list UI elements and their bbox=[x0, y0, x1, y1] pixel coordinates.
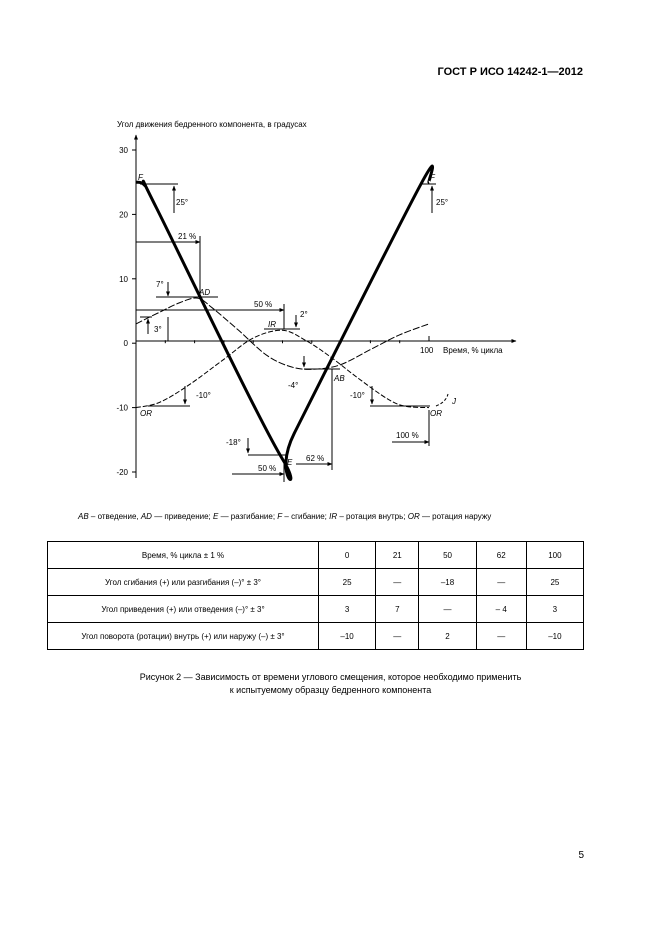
table-cell: –10 bbox=[526, 623, 583, 650]
label-or-end: OR bbox=[430, 409, 442, 418]
legend-ab-text: – отведение, bbox=[88, 512, 141, 521]
figure-caption bbox=[0, 671, 661, 697]
dim-3-deg: 3° bbox=[154, 325, 162, 334]
y-tick-label: -10 bbox=[116, 403, 128, 413]
caption-line-2: к испытуемому образцу бедренного компонента bbox=[229, 685, 432, 695]
y-tick-label: 20 bbox=[119, 210, 128, 220]
table-cell: — bbox=[476, 623, 526, 650]
y-axis-label: Угол движения бедренного компонента, в градусах bbox=[117, 120, 307, 129]
table-row bbox=[48, 542, 584, 569]
label-ad: AD bbox=[199, 288, 211, 297]
table-cell: 0 bbox=[319, 542, 376, 569]
dim-neg18-deg: -18° bbox=[226, 438, 241, 447]
table-row bbox=[48, 623, 584, 650]
table-cell: — bbox=[376, 569, 419, 596]
table-cell: — bbox=[376, 623, 419, 650]
legend-f-text: – сгибание; bbox=[282, 512, 330, 521]
label-ir: IR bbox=[268, 320, 276, 329]
legend-ab: AB bbox=[78, 512, 89, 521]
dim-21-pct: 21 % bbox=[178, 232, 197, 241]
dim-7-deg: 7° bbox=[156, 280, 164, 289]
row-label: Угол сгибания (+) или разгибания (–)° ± 3° bbox=[48, 569, 319, 596]
label-f-end: F bbox=[430, 173, 435, 182]
dim-neg4-deg: -4° bbox=[288, 381, 299, 390]
x-tick-label-100: 100 bbox=[420, 346, 434, 355]
table-cell: 7 bbox=[376, 596, 419, 623]
table-cell: 25 bbox=[526, 569, 583, 596]
table-cell: 100 bbox=[526, 542, 583, 569]
legend-e: E bbox=[213, 512, 219, 521]
chart-legend bbox=[78, 512, 491, 521]
y-tick-label: 10 bbox=[119, 274, 128, 284]
legend-ad: AD bbox=[140, 512, 152, 521]
table-cell: — bbox=[419, 596, 476, 623]
table-row bbox=[48, 596, 584, 623]
legend-or: OR bbox=[407, 512, 420, 521]
dimension-lines bbox=[136, 184, 436, 482]
curve-tail-j bbox=[436, 394, 448, 406]
legend-or-text: — ротация наружу bbox=[419, 512, 492, 521]
table-cell: 21 bbox=[376, 542, 419, 569]
y-tick-label: 30 bbox=[119, 146, 128, 155]
label-f-start: F bbox=[138, 173, 143, 182]
page-number: 5 bbox=[578, 850, 584, 861]
dim-2-deg: 2° bbox=[300, 310, 308, 319]
label-ab: AB bbox=[334, 374, 345, 383]
label-or-start: OR bbox=[140, 409, 152, 418]
standard-header: ГОСТ Р ИСО 14242-1—2012 bbox=[437, 66, 583, 78]
row-label: Угол приведения (+) или отведения (–)° ± 3° bbox=[48, 596, 319, 623]
table-cell: –10 bbox=[319, 623, 376, 650]
dim-50-pct-top: 50 % bbox=[254, 300, 273, 309]
row-label: Угол поворота (ротации) внутрь (+) или наружу (–) ± 3° bbox=[48, 623, 319, 650]
table-row bbox=[48, 569, 584, 596]
table-cell: 2 bbox=[419, 623, 476, 650]
table-cell: — bbox=[476, 569, 526, 596]
y-tick-group bbox=[116, 146, 136, 477]
x-axis-label: Время, % цикла bbox=[443, 346, 503, 355]
dim-100-pct: 100 % bbox=[396, 431, 419, 440]
series-adduction-line bbox=[136, 298, 429, 369]
dim-25-left: 25° bbox=[176, 198, 189, 207]
table-cell: 25 bbox=[319, 569, 376, 596]
dim-neg10-right: -10° bbox=[350, 391, 365, 400]
label-e: E bbox=[287, 458, 293, 467]
legend-f: F bbox=[277, 512, 283, 521]
dim-50-pct-bottom: 50 % bbox=[258, 464, 277, 473]
y-tick-label: -20 bbox=[116, 468, 128, 477]
legend-ir: IR bbox=[329, 512, 338, 521]
y-tick-label: 0 bbox=[123, 339, 128, 349]
legend-ir-text: – ротация внутрь; bbox=[337, 512, 408, 521]
table-cell: 50 bbox=[419, 542, 476, 569]
legend-e-text: — разгибание; bbox=[218, 512, 278, 521]
row-label: Время, % цикла ± 1 % bbox=[48, 542, 319, 569]
table-cell: –18 bbox=[419, 569, 476, 596]
dim-62-pct: 62 % bbox=[306, 454, 325, 463]
table-cell: – 4 bbox=[476, 596, 526, 623]
values-table bbox=[47, 541, 584, 650]
legend-ad-text: — приведение; bbox=[151, 512, 213, 521]
table-cell: 3 bbox=[526, 596, 583, 623]
label-j: J bbox=[452, 397, 456, 406]
caption-line-1: Рисунок 2 — Зависимость от времени углового смещения, которое необходимо применить bbox=[139, 672, 522, 682]
dim-neg10-left: -10° bbox=[196, 391, 211, 400]
table-cell: 3 bbox=[319, 596, 376, 623]
table-cell: 62 bbox=[476, 542, 526, 569]
dim-25-right: 25° bbox=[436, 198, 449, 207]
